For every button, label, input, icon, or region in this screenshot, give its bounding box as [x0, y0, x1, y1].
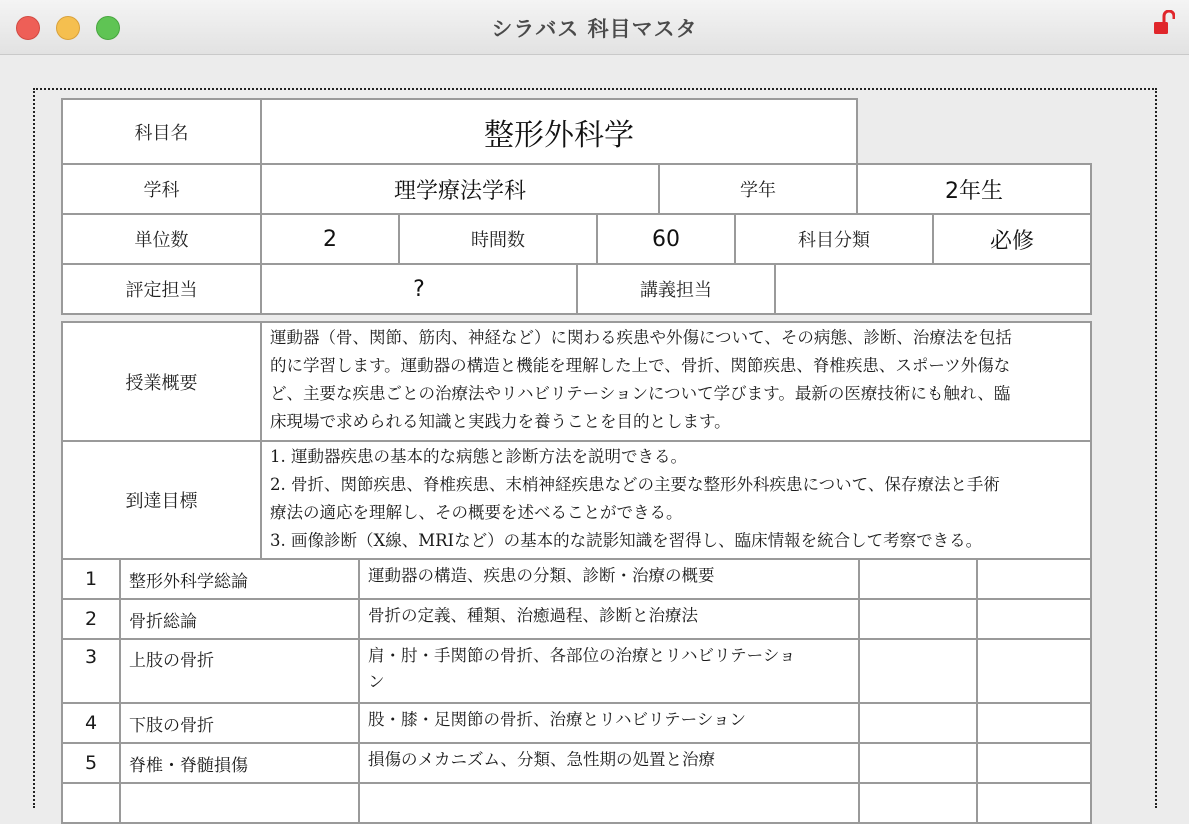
overview-line: 的に学習します。運動器の構造と機能を理解した上で、骨折、関節疾患、脊椎疾患、スポーツ外傷な [270, 356, 1011, 375]
window-titlebar[interactable] [0, 0, 1189, 55]
window-title: シラバス 科目マスタ [491, 17, 698, 41]
session-number [61, 782, 121, 824]
year-field[interactable]: 2年生 [856, 163, 1092, 215]
category-field[interactable]: 必修 [932, 213, 1092, 265]
session-title[interactable]: 下肢の骨折 [119, 702, 360, 744]
session-extra-cell[interactable] [858, 742, 978, 784]
session-extra-cell[interactable] [976, 782, 1092, 824]
session-number: 3 [61, 638, 121, 704]
session-title[interactable] [119, 782, 360, 824]
session-extra-cell[interactable] [858, 702, 978, 744]
session-content[interactable] [358, 742, 860, 784]
session-extra-cell[interactable] [858, 598, 978, 640]
session-content-line: 股・膝・足関節の骨折、治療とリハビリテーション [368, 710, 747, 729]
session-title[interactable]: 脊椎・脊髄損傷 [119, 742, 360, 784]
evaluator-field[interactable]: ? [260, 263, 578, 315]
lecturer-field[interactable] [774, 263, 1092, 315]
session-extra-cell[interactable] [858, 782, 978, 824]
session-number: 1 [61, 558, 121, 600]
subject-name-field[interactable]: 整形外科学 [260, 98, 858, 165]
credits-label: 単位数 [61, 213, 262, 265]
session-number: 4 [61, 702, 121, 744]
session-content-line: ン [368, 672, 385, 691]
session-number: 2 [61, 598, 121, 640]
credits-field[interactable]: 2 [260, 213, 400, 265]
overview-line: ど、主要な疾患ごとの治療法やリハビリテーションについて学びます。最新の医療技術にも触れ、臨 [270, 384, 1011, 403]
session-extra-cell[interactable] [976, 558, 1092, 600]
goals-text[interactable] [260, 440, 1092, 560]
overview-label: 授業概要 [61, 321, 262, 442]
session-title[interactable]: 骨折総論 [119, 598, 360, 640]
session-content[interactable] [358, 558, 860, 600]
goal-line: 療法の適応を理解し、その概要を述べることができる。 [270, 503, 683, 522]
session-number: 5 [61, 742, 121, 784]
goal-line: 3. 画像診断（X線、MRIなど）の基本的な読影知識を習得し、臨床情報を統合して考察できる。 [270, 531, 983, 550]
session-title[interactable]: 整形外科学総論 [119, 558, 360, 600]
hours-field[interactable]: 60 [596, 213, 736, 265]
lecturer-label: 講義担当 [576, 263, 776, 315]
session-extra-cell[interactable] [976, 638, 1092, 704]
session-extra-cell[interactable] [858, 558, 978, 600]
session-extra-cell[interactable] [976, 702, 1092, 744]
evaluator-label: 評定担当 [61, 263, 262, 315]
goal-line: 1. 運動器疾患の基本的な病態と診断方法を説明できる。 [270, 447, 687, 466]
overview-line: 運動器（骨、関節、筋肉、神経など）に関わる疾患や外傷について、その病態、診断、治療法を包括 [270, 328, 1012, 347]
session-content-line: 運動器の構造、疾患の分類、診断・治療の概要 [368, 566, 715, 585]
overview-line: 床現場で求められる知識と実践力を養うことを目的とします。 [270, 412, 731, 431]
session-content[interactable] [358, 638, 860, 704]
subject-name-label: 科目名 [61, 98, 262, 165]
session-content[interactable] [358, 598, 860, 640]
unlocked-padlock-icon[interactable] [1153, 10, 1175, 36]
syllabus-sheet [33, 88, 1157, 808]
category-label: 科目分類 [734, 213, 934, 265]
session-content[interactable] [358, 702, 860, 744]
department-field[interactable]: 理学療法学科 [260, 163, 660, 215]
goal-line: 2. 骨折、関節疾患、脊椎疾患、末梢神経疾患などの主要な整形外科疾患について、保存療法と手術 [270, 475, 1000, 494]
session-content-line: 肩・肘・手関節の骨折、各部位の治療とリハビリテーショ [368, 646, 796, 665]
session-extra-cell[interactable] [976, 742, 1092, 784]
session-content[interactable] [358, 782, 860, 824]
session-content-line: 損傷のメカニズム、分類、急性期の処置と治療 [368, 750, 715, 769]
session-extra-cell[interactable] [976, 598, 1092, 640]
session-extra-cell[interactable] [858, 638, 978, 704]
department-label: 学科 [61, 163, 262, 215]
session-content-line: 骨折の定義、種類、治癒過程、診断と治療法 [368, 606, 698, 625]
overview-text[interactable] [260, 321, 1092, 442]
year-label: 学年 [658, 163, 858, 215]
goals-label: 到達目標 [61, 440, 262, 560]
hours-label: 時間数 [398, 213, 598, 265]
session-title[interactable]: 上肢の骨折 [119, 638, 360, 704]
